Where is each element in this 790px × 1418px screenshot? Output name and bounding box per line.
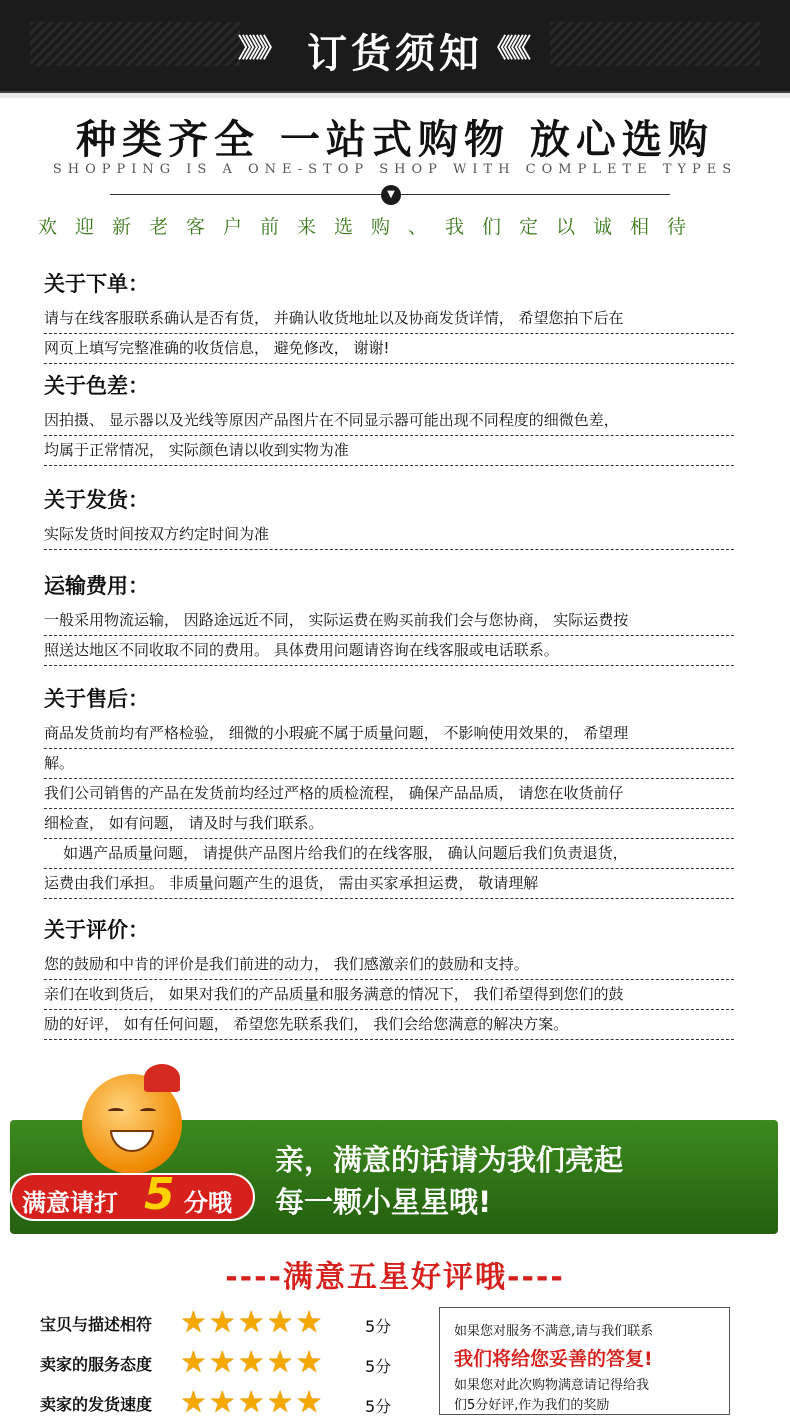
section-title: 关于发货：	[44, 488, 149, 512]
rating-score: 5分	[365, 1397, 392, 1416]
badge-text-b: 分哦	[184, 1189, 232, 1217]
section-line: 亲们在收到货后， 如果对我们的产品质量和服务满意的情况下， 我们希望得到您们的鼓	[44, 980, 734, 1010]
rating-row-service	[40, 1345, 420, 1380]
rating-row-shipping-speed	[40, 1385, 420, 1418]
rating-label: 卖家的发货速度	[40, 1395, 153, 1414]
header-banner	[0, 0, 790, 98]
header-divider	[0, 91, 790, 98]
section-line: 运费由我们承担。 非质量问题产生的退货， 需由买家承担运费， 敬请理解	[44, 869, 734, 899]
mouth-icon	[110, 1130, 154, 1152]
section-shipping	[44, 486, 734, 550]
section-review	[44, 916, 734, 1040]
section-line: 励的好评， 如有任何问题， 希望您先联系我们， 我们会给您满意的解决方案。	[44, 1010, 734, 1040]
page-title: 订货须知	[307, 30, 483, 77]
cap-icon	[144, 1064, 180, 1092]
note-line-3: 如果您对此次购物满意请记得给我	[454, 1378, 650, 1393]
section-title: 关于售后：	[44, 687, 149, 711]
note-line-4: 们5分好评,作为我们的奖励	[454, 1398, 610, 1413]
badge-five: 5	[144, 1169, 175, 1220]
eye-icon	[140, 1108, 156, 1114]
header-arrows-right: 《《《《	[484, 34, 526, 64]
section-color	[44, 372, 734, 466]
section-line: 照送达地区不同收取不同的费用。 具体费用问题请咨询在线客服或电话联系。	[44, 636, 734, 666]
section-title: 关于色差：	[44, 374, 149, 398]
rating-label: 宝贝与描述相符	[40, 1315, 153, 1334]
rate-badge	[10, 1169, 255, 1221]
five-star-title: ----满意五星好评哦----	[225, 1260, 565, 1295]
note-line-2: 我们将给您妥善的答复!	[454, 1348, 653, 1370]
banner-line-1: 亲，满意的话请为我们亮起	[275, 1143, 624, 1177]
section-order	[44, 270, 734, 364]
feedback-note-box	[439, 1307, 730, 1415]
smiley-face-icon	[82, 1074, 182, 1174]
chevron-down-icon: ▼	[381, 185, 401, 205]
section-line: 解。	[44, 749, 734, 779]
banner-line-2: 每一颗小星星哦!	[275, 1185, 492, 1219]
header-arrows-left: 》》》》	[238, 34, 280, 64]
section-title: 关于下单：	[44, 272, 149, 296]
eye-icon	[108, 1108, 124, 1114]
section-line: 您的鼓励和中肯的评价是我们前进的动力， 我们感激亲们的鼓励和支持。	[44, 950, 734, 980]
badge-text-a: 满意请打	[22, 1189, 118, 1217]
section-title: 关于评价：	[44, 918, 149, 942]
rating-label: 卖家的服务态度	[40, 1355, 153, 1374]
star-icon: ★★★★★	[180, 1305, 325, 1340]
rating-score: 5分	[365, 1357, 392, 1376]
header-pattern-right	[550, 22, 760, 66]
section-line: 均属于正常情况， 实际颜色请以收到实物为准	[44, 436, 734, 466]
section-freight	[44, 572, 734, 666]
section-line: 网页上填写完整准确的收货信息， 避免修改， 谢谢!	[44, 334, 734, 364]
star-icon: ★★★★★	[180, 1385, 325, 1418]
section-line: 商品发货前均有严格检验， 细微的小瑕疵不属于质量问题， 不影响使用效果的， 希望理	[44, 719, 734, 749]
section-line: 因拍摄、 显示器以及光线等原因产品图片在不同显示器可能出现不同程度的细微色差，	[44, 406, 734, 436]
section-after-sales	[44, 685, 734, 899]
section-line: 如遇产品质量问题， 请提供产品图片给我们的在线客服， 确认问题后我们负责退货，	[44, 839, 734, 869]
note-line-1: 如果您对服务不满意,请与我们联系	[454, 1324, 654, 1339]
rating-row-description	[40, 1305, 420, 1340]
section-line: 请与在线客服联系确认是否有货， 并确认收货地址以及协商发货详情， 希望您拍下后在	[44, 304, 734, 334]
header-pattern-left	[30, 22, 240, 66]
slogan-cn: 种类齐全 一站式购物 放心选购	[76, 116, 714, 163]
slogan-en: SHOPPING IS A ONE-STOP SHOP WITH COMPLETE TYPES	[52, 162, 738, 177]
rating-score: 5分	[365, 1317, 392, 1336]
section-line: 细检查， 如有问题， 请及时与我们联系。	[44, 809, 734, 839]
section-line: 实际发货时间按双方约定时间为准	[44, 520, 734, 550]
section-line: 一般采用物流运输， 因路途远近不同， 实际运费在购买前我们会与您协商， 实际运费按	[44, 606, 734, 636]
section-line: 我们公司销售的产品在发货前均经过严格的质检流程， 确保产品品质， 请您在收货前仔	[44, 779, 734, 809]
section-title: 运输费用：	[44, 574, 149, 598]
star-icon: ★★★★★	[180, 1345, 325, 1380]
welcome-text: 欢迎新老客户前来选购、我们定以诚相待	[38, 216, 705, 238]
